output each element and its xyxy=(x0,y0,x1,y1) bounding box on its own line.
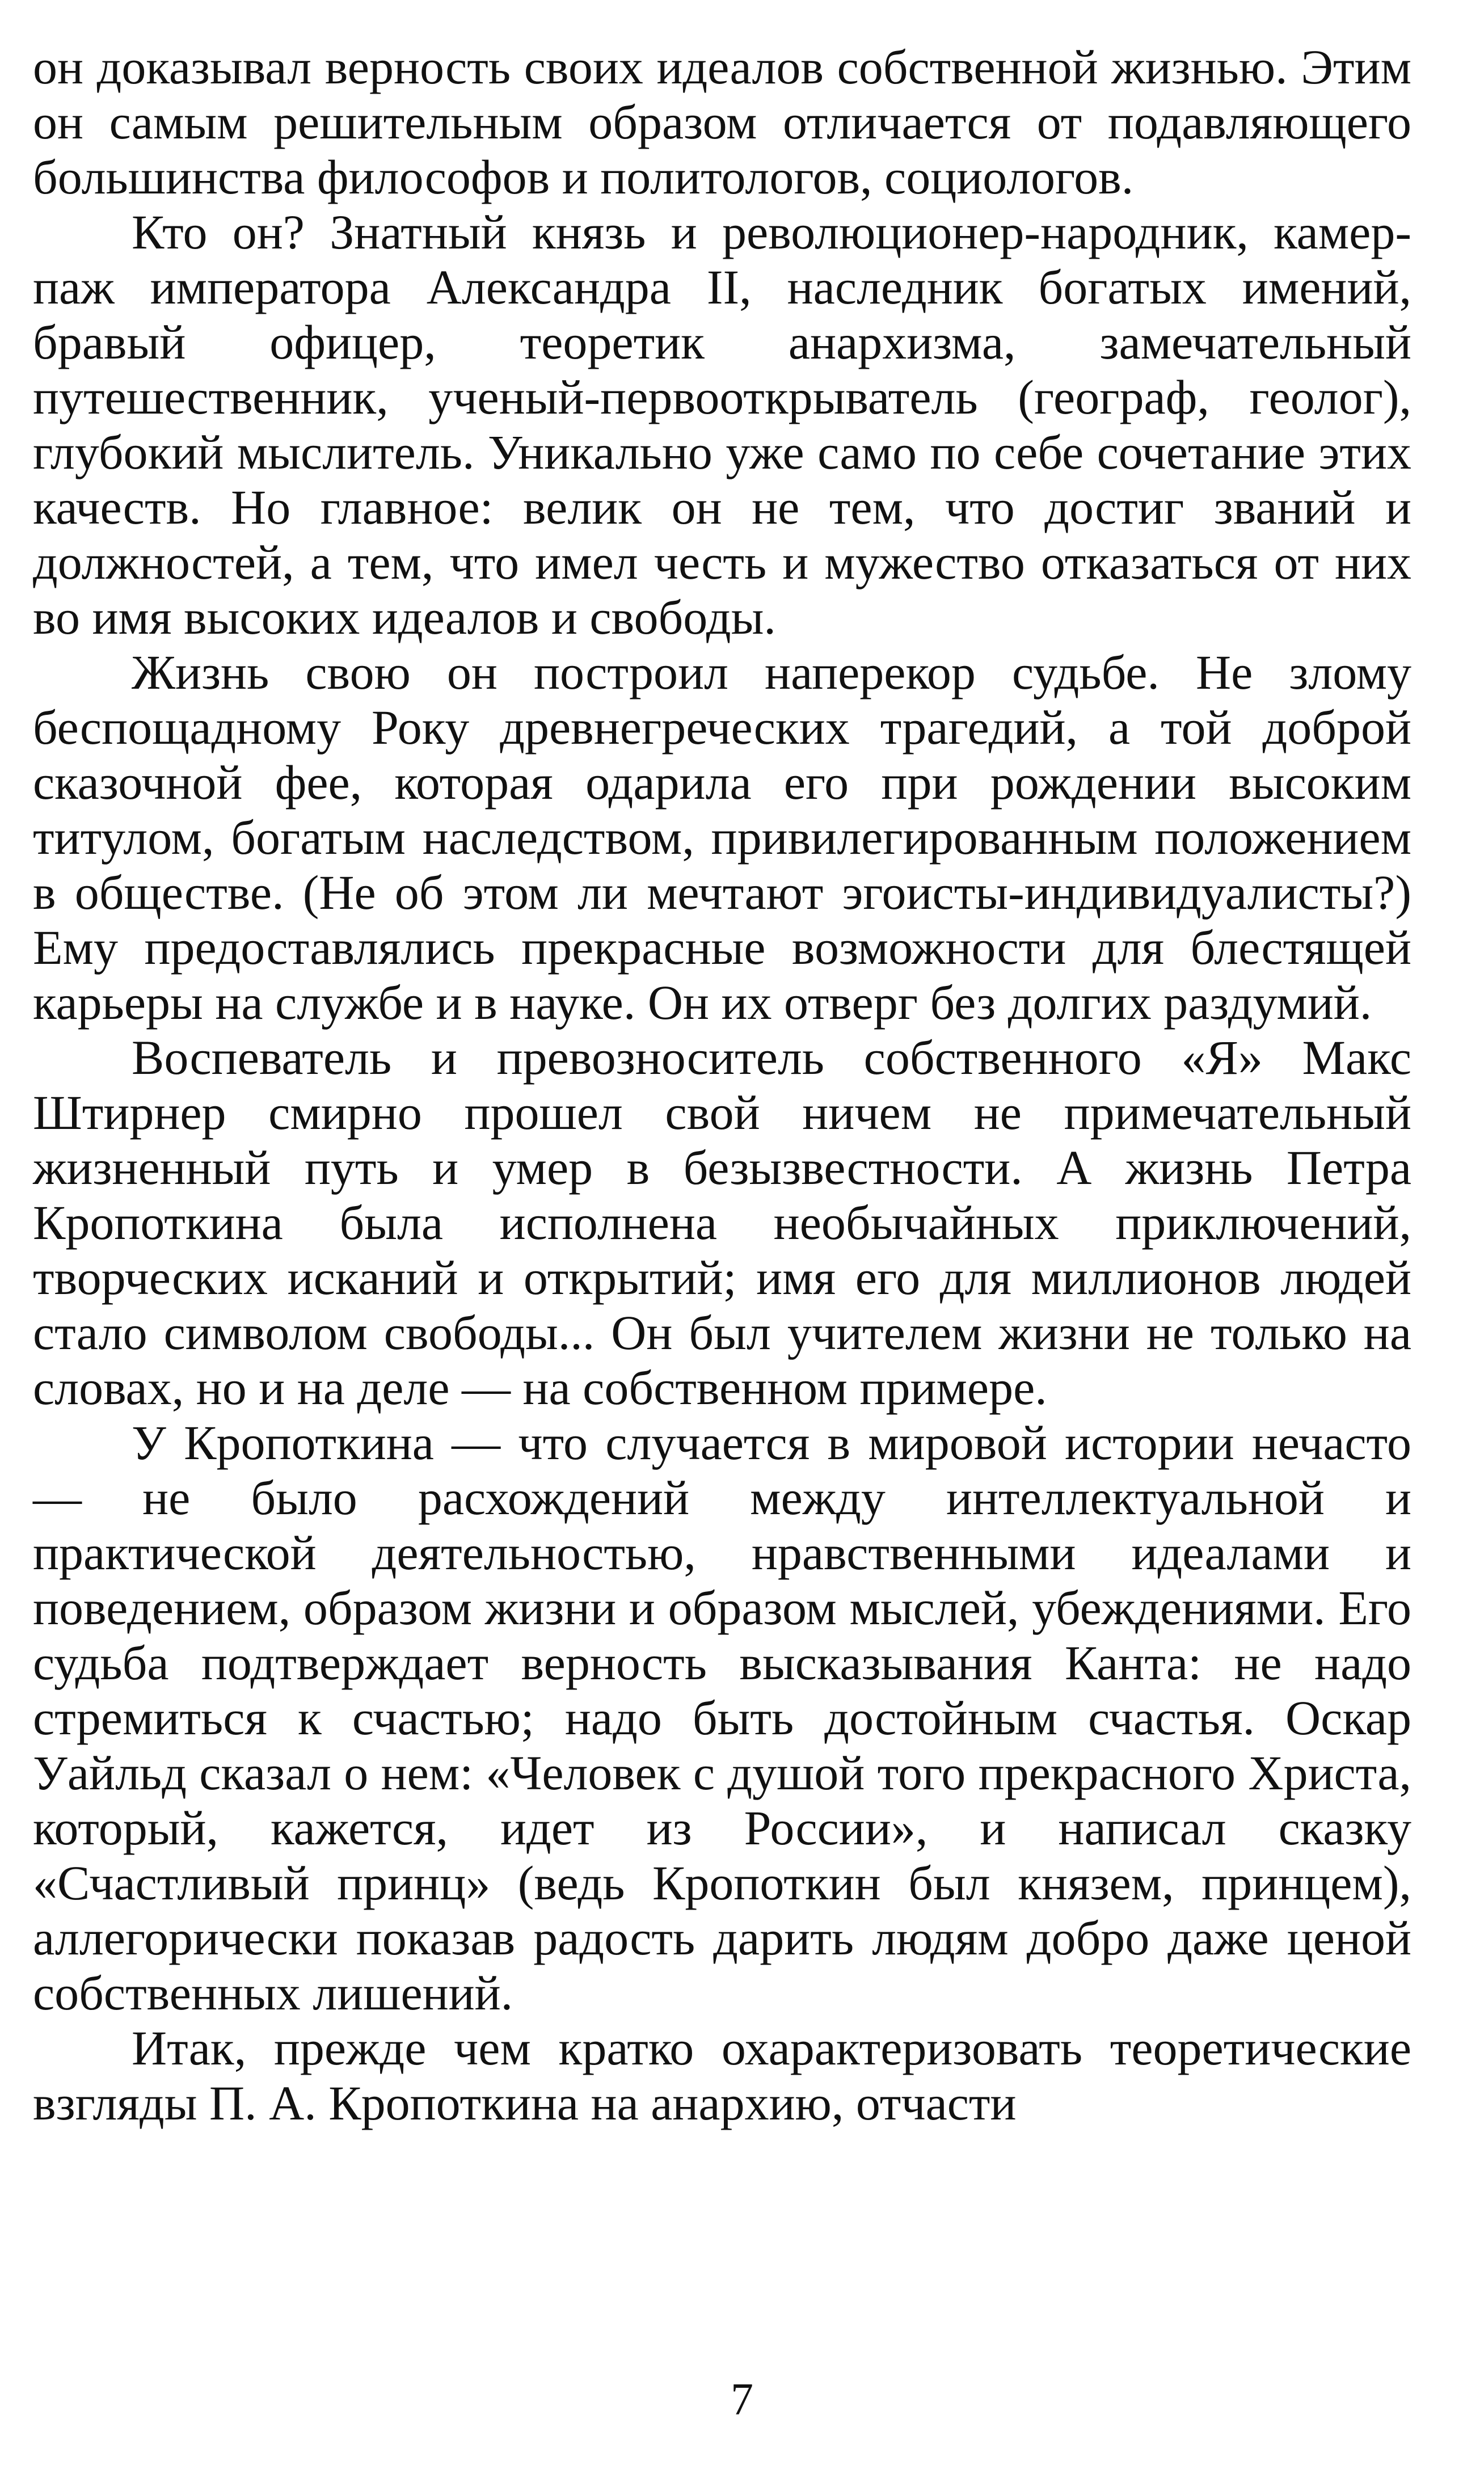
page-body xyxy=(33,40,1411,2131)
paragraph: Кто он? Знатный князь и революционер-народник, камер-паж императора Александра II, наследник богатых имений, бравый офицер, теоретик анархизма, замечательный путешественник, ученый-первооткрыватель (географ, геолог), глубокий мыслитель. Уникально уже само по себе сочетание этих качеств. Но главное: велик он не тем, что достиг званий и должностей, а тем, что имел честь и мужество отказаться от них во имя высоких идеалов и свободы. xyxy=(33,205,1411,644)
paragraph: У Кропоткина — что случается в мировой истории нечасто — не было расхождений между интеллектуальной и практической деятельностью, нравственными идеалами и поведением, образом жизни и образом мыслей, убеждениями. Его судьба подтверждает верность высказывания Канта: не надо стремиться к счастью; надо быть достойным счастья. Оскар Уайльд сказал о нем: «Человек с душой того прекрасного Христа, который, кажется, идет из России», и написал сказку «Счастливый принц» (ведь Кропоткин был князем, принцем), аллегорически показав радость дарить людям добро даже ценой собственных лишений. xyxy=(33,1415,1411,2020)
page-number: 7 xyxy=(731,2375,753,2425)
paragraph: Итак, прежде чем кратко охарактеризовать теоретические взгляды П. А. Кропоткина на анархию, отчасти xyxy=(33,2021,1411,2130)
paragraph: Жизнь свою он построил наперекор судьбе. Не злому беспощадному Року древнегреческих трагедий, а той доброй сказочной фее, которая одарила его при рождении высоким титулом, богатым наследством, привилегированным положением в обществе. (Не об этом ли мечтают эгоисты-индивидуалисты?) Ему предоставлялись прекрасные возможности для блестящей карьеры на службе и в науке. Он их отверг без долгих раздумий. xyxy=(33,645,1411,1030)
paragraph: Воспеватель и превозноситель собственного «Я» Макс Штирнер смирно прошел свой ничем не примечательный жизненный путь и умер в безызвестности. А жизнь Петра Кропоткина была исполнена необычайных приключений, творческих исканий и открытий; имя его для миллионов людей стало символом свободы... Он был учителем жизни не только на словах, но и на деле — на собственном примере. xyxy=(33,1030,1411,1415)
paragraph-continued: он доказывал верность своих идеалов собственной жизнью. Этим он самым решительным образом отличается от подавляющего большинства философов и политологов, социологов. xyxy=(33,40,1411,204)
